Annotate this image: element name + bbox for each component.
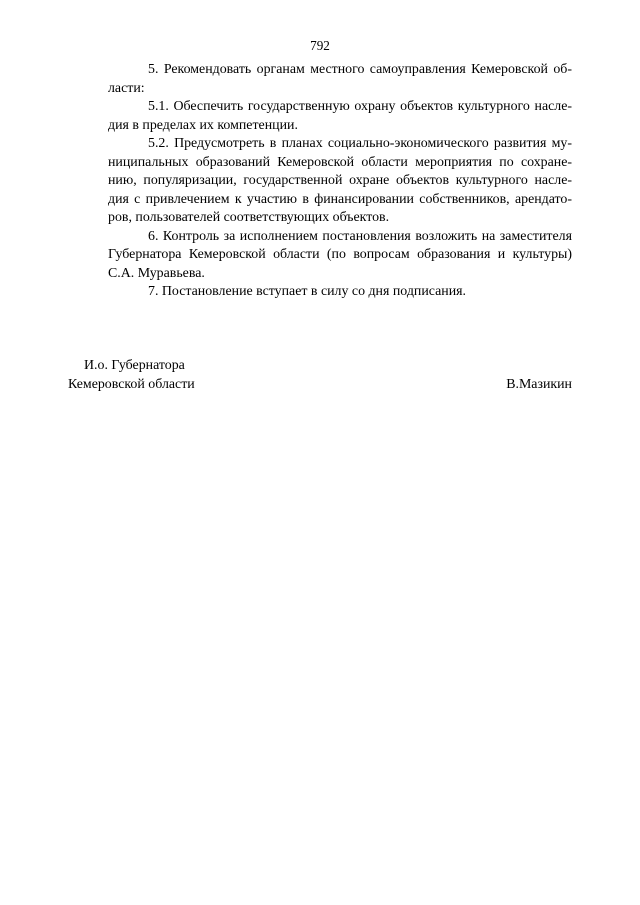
paragraph-5-line: 5. Рекомендовать органам местного самоуправления Кемеровской об-: [148, 62, 572, 77]
paragraph-5: [68, 61, 572, 98]
paragraph-5-1-line: 5.1. Обеспечить государственную охрану объектов культурного насле-: [148, 99, 572, 114]
paragraph-6-line: С.А. Муравьева.: [108, 265, 205, 281]
paragraph-5-1-line: дия в пределах их компетенции.: [108, 117, 298, 133]
page-number: 792: [310, 38, 330, 53]
paragraph-6: [68, 228, 572, 284]
signatory-title-line-2: Кемеровской области: [68, 376, 195, 392]
paragraph-7: [68, 283, 572, 302]
signatory-name: В.Мазикин: [506, 376, 572, 392]
paragraph-7-line: 7. Постановление вступает в силу со дня подписания.: [148, 284, 466, 299]
signature-block: [68, 357, 572, 394]
paragraph-6-line: 6. Контроль за исполнением постановления возложить на заместителя: [148, 228, 572, 244]
paragraph-5-1: [68, 98, 572, 135]
paragraph-5-2-line: 5.2. Предусмотреть в планах социально-экономического развития му-: [148, 136, 572, 151]
paragraph-5-line: ласти:: [108, 80, 145, 96]
paragraph-5-2-line: нию, популяризации, государственной охране объектов культурного насле-: [108, 173, 572, 188]
signatory-title-line-1: И.о. Губернатора: [84, 358, 185, 373]
paragraph-6-line: Губернатора Кемеровской области (по вопросам образования и культуры): [108, 247, 572, 262]
signature-row: [68, 376, 572, 395]
document-body: [68, 61, 572, 302]
paragraph-5-2-line: дия с привлечением к участию в финансировании собственников, арендато-: [108, 191, 572, 207]
paragraph-5-2-line: ниципальных образований Кемеровской области мероприятия по сохране-: [108, 154, 572, 170]
paragraph-5-2: [68, 135, 572, 228]
paragraph-5-2-line: ров, пользователей соответствующих объектов.: [108, 210, 390, 225]
